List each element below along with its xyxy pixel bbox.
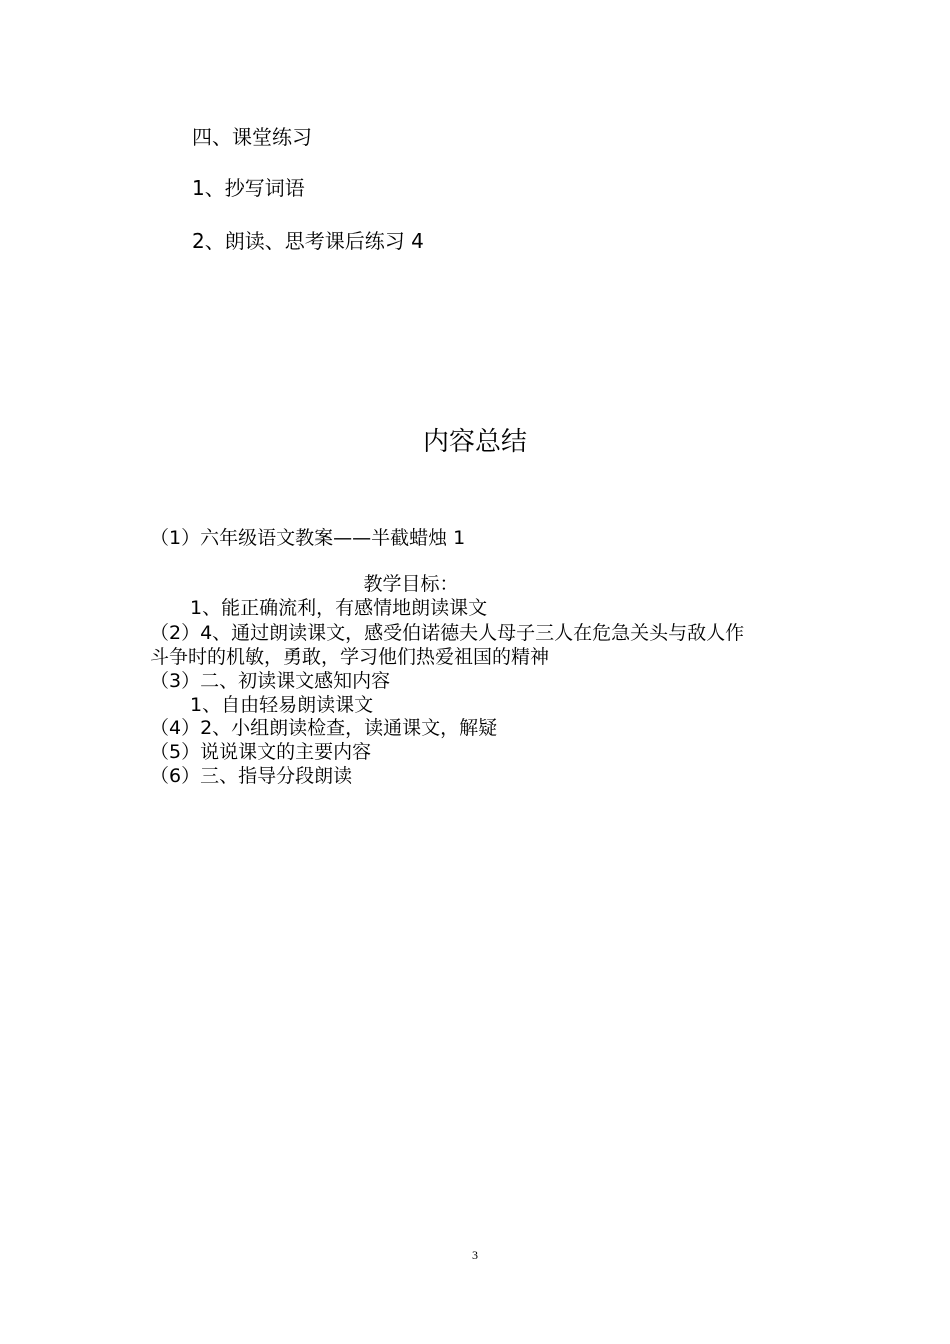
summary-line: 1、能正确流利，有感情地朗读课文 (190, 597, 488, 619)
summary-line: 斗争时的机敏，勇敢，学习他们热爱祖国的精神 (150, 646, 550, 668)
section-heading: 四、课堂练习 (192, 125, 312, 149)
exercise-item: 2、朗读、思考课后练习 4 (192, 229, 424, 253)
exercise-item: 1、抄写词语 (192, 176, 305, 200)
summary-line: （4）2、小组朗读检查，读通课文，解疑 (150, 717, 498, 739)
summary-title: 内容总结 (422, 427, 527, 457)
summary-line: （2）4、通过朗读课文，感受伯诺德夫人母子三人在危急关头与敌人作 (150, 622, 745, 644)
summary-line: （3）二、初读课文感知内容 (150, 670, 391, 692)
summary-line: （6）三、指导分段朗读 (150, 765, 353, 787)
summary-line: （1）六年级语文教案——半截蜡烛 1 (150, 527, 466, 549)
summary-line: 教学目标： (363, 573, 459, 595)
summary-line: 1、自由轻易朗读课文 (190, 694, 374, 716)
summary-line: （5）说说课文的主要内容 (150, 741, 372, 763)
page-number: 3 (472, 1248, 478, 1262)
